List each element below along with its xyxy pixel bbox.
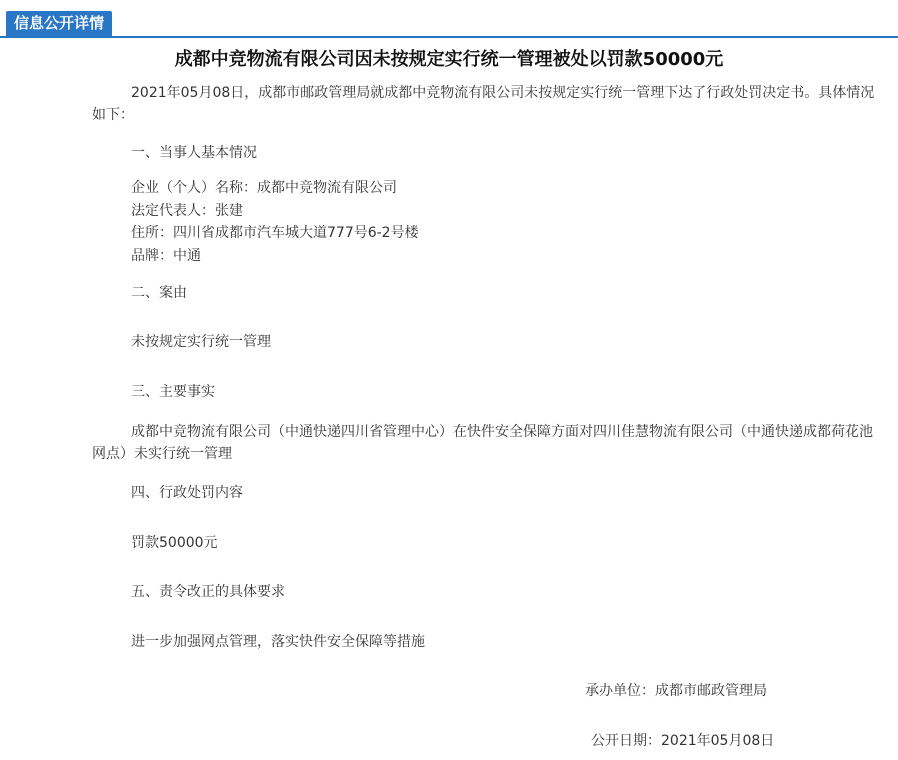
case-cause: 未按规定实行统一管理: [131, 334, 271, 350]
penalty-content: 罚款50000元: [131, 535, 218, 551]
document-title: 成都中竞物流有限公司因未按规定实行统一管理被处以罚款50000元: [174, 49, 724, 70]
correction-requirement: 进一步加强网点管理，落实快件安全保障等措施: [131, 634, 425, 650]
organizer-unit: 承办单位：成都市邮政管理局: [585, 683, 767, 699]
section-heading-party: 一、当事人基本情况: [131, 145, 257, 161]
main-facts: 成都中竞物流有限公司（中通快递四川省管理中心）在快件安全保障方面对四川佳慧物流有限公司（中通快递成都荷花池网点）未实行统一管理: [92, 424, 873, 462]
section-heading-requirements: 五、责令改正的具体要求: [131, 584, 285, 600]
section-heading-cause: 二、案由: [131, 285, 187, 301]
section-heading-penalty: 四、行政处罚内容: [131, 485, 243, 501]
party-name: 企业（个人）名称：成都中竞物流有限公司: [131, 180, 397, 196]
intro-paragraph: 2021年05月08日，成都市邮政管理局就成都中竞物流有限公司未按规定实行统一管理下达了行政处罚决定书。具体情况如下：: [92, 85, 875, 123]
publish-date: 公开日期：2021年05月08日: [591, 733, 775, 749]
party-brand: 品牌：中通: [131, 248, 201, 264]
legal-representative: 法定代表人：张建: [131, 203, 243, 219]
section-heading-facts: 三、主要事实: [131, 384, 215, 400]
party-address: 住所：四川省成都市汽车城大道777号6-2号楼: [131, 225, 419, 241]
page-header: [0, 0, 898, 38]
tab-info-disclosure-detail: 信息公开详情: [6, 11, 112, 36]
